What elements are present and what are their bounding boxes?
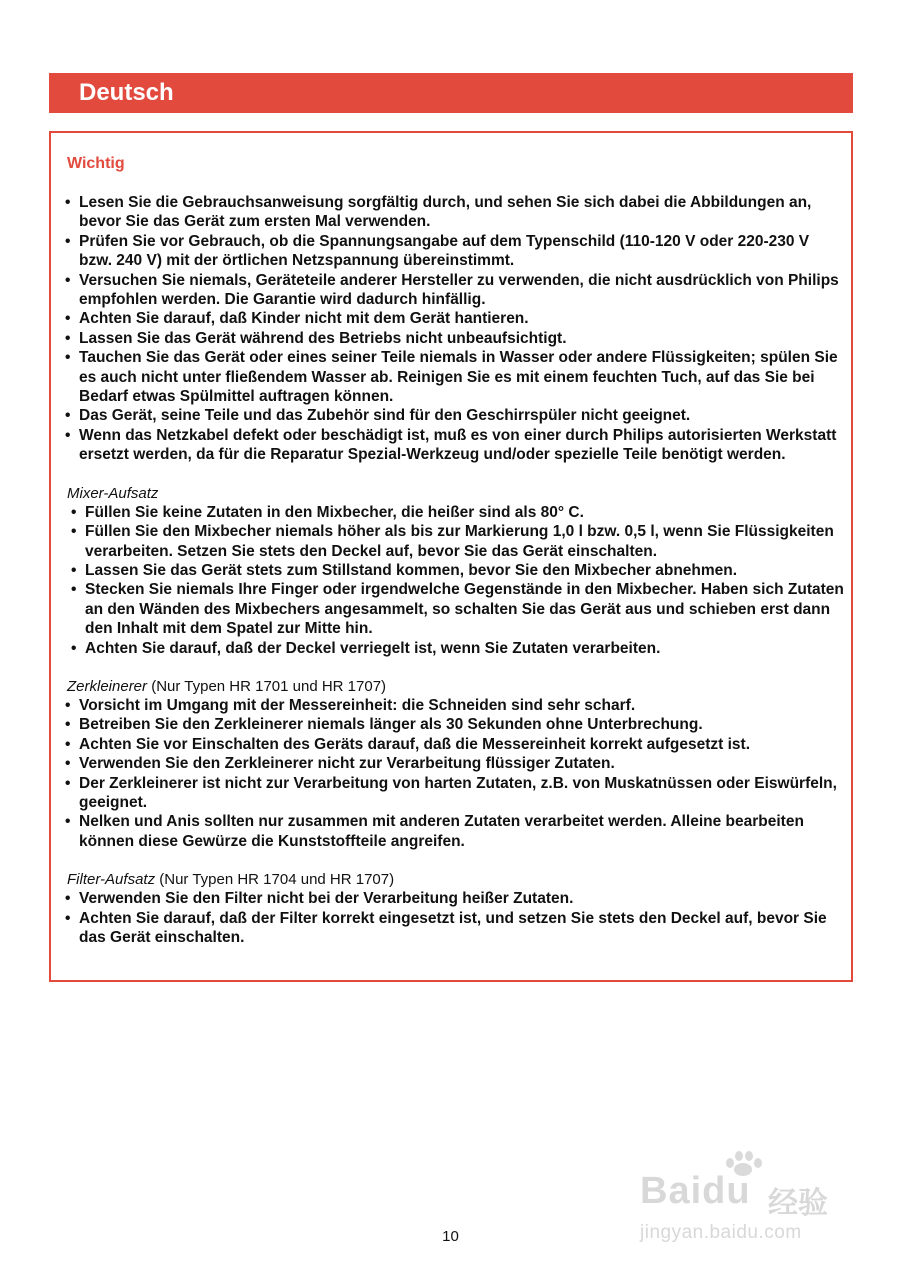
list-item: • Nelken und Anis sollten nur zusammen mit anderen Zutaten verarbeitet werden. Alleine bearbeiten können diese Gewürze die Kunststoffteile angreifen.: [65, 812, 845, 851]
list-item: • Vorsicht im Umgang mit der Messereinheit: die Schneiden sind sehr scharf.: [65, 696, 845, 715]
watermark-url: jingyan.baidu.com: [640, 1222, 802, 1243]
list-item: • Füllen Sie den Mixbecher niemals höher als bis zur Markierung 1,0 l bzw. 0,5 l, wenn Sie Flüssigkeiten verarbeiten. Setzen Sie stets den Deckel auf, bevor Sie das Gerät einschalten.: [71, 522, 845, 561]
list-item: • Achten Sie darauf, daß der Filter korrekt eingesetzt ist, und setzen Sie stets den Deckel auf, bevor Sie das Gerät einschalten.: [65, 909, 845, 948]
language-banner: [49, 73, 853, 113]
list-item: • Der Zerkleinerer ist nicht zur Verarbeitung von harten Zutaten, z.B. von Muskatnüssen oder Eiswürfeln, geeignet.: [65, 774, 845, 813]
list-item: • Tauchen Sie das Gerät oder eines seiner Teile niemals in Wasser oder andere Flüssigkeiten; spülen Sie es auch nicht unter fließendem Wasser ab. Reinigen Sie es mit einem feuchten Tuch, auf das Sie bei Bedarf etwas Spülmittel auftragen können.: [65, 348, 845, 406]
mixer-list: [65, 503, 845, 658]
chopper-section: [65, 677, 845, 851]
filter-section: [65, 870, 845, 947]
baidu-watermark: [640, 1150, 850, 1246]
list-item: • Achten Sie darauf, daß der Deckel verriegelt ist, wenn Sie Zutaten verarbeiten.: [71, 639, 845, 658]
watermark-logo: Baidu: [640, 1170, 751, 1212]
notice-content: [65, 193, 845, 966]
list-item: • Lassen Sie das Gerät während des Betriebs nicht unbeaufsichtigt.: [65, 329, 845, 348]
notice-title: Wichtig: [67, 155, 125, 172]
chopper-heading-text: Zerkleinerer: [67, 677, 148, 695]
list-item: • Füllen Sie keine Zutaten in den Mixbecher, die heißer sind als 80° C.: [71, 503, 845, 522]
list-item: • Lesen Sie die Gebrauchsanweisung sorgfältig durch, und sehen Sie sich dabei die Abbildungen an, bevor Sie das Gerät zum ersten Mal verwenden.: [65, 193, 845, 232]
list-item: • Wenn das Netzkabel defekt oder beschädigt ist, muß es von einer durch Philips autorisierten Werkstatt ersetzt werden, da für die Reparatur Spezial-Werkzeug und/oder spezielle Teile benötigt werden.: [65, 426, 845, 465]
filter-heading-note: (Nur Typen HR 1704 und HR 1707): [155, 871, 395, 889]
list-item: • Versuchen Sie niemals, Geräteteile anderer Hersteller zu verwenden, die nicht ausdrücklich von Philips empfohlen werden. Die Garantie wird dadurch hinfällig.: [65, 271, 845, 310]
general-section: [65, 193, 845, 465]
mixer-section: [65, 484, 845, 658]
list-item: • Das Gerät, seine Teile und das Zubehör sind für den Geschirrspüler nicht geeignet.: [65, 406, 845, 425]
language-title: Deutsch: [79, 79, 174, 106]
general-list: [65, 193, 845, 465]
filter-heading-text: Filter-Aufsatz: [67, 871, 156, 889]
watermark-chinese: 经验: [768, 1187, 828, 1220]
list-item: • Verwenden Sie den Zerkleinerer nicht zur Verarbeitung flüssiger Zutaten.: [65, 754, 845, 773]
list-item: • Achten Sie darauf, daß Kinder nicht mit dem Gerät hantieren.: [65, 309, 845, 328]
list-item: • Stecken Sie niemals Ihre Finger oder irgendwelche Gegenstände in den Mixbecher. Haben sich Zutaten an den Wänden des Mixbechers angesammelt, so schalten Sie das Gerät aus und schieben erst dann den Inhalt mit dem Spatel zur Mitte hin.: [71, 580, 845, 638]
list-item: • Betreiben Sie den Zerkleinerer niemals länger als 30 Sekunden ohne Unterbrechung.: [65, 715, 845, 734]
important-notice-box: [49, 131, 853, 982]
list-item: • Achten Sie vor Einschalten des Geräts darauf, daß die Messereinheit korrekt aufgesetzt ist.: [65, 735, 845, 754]
page-number: 10: [442, 1228, 459, 1245]
list-item: • Prüfen Sie vor Gebrauch, ob die Spannungsangabe auf dem Typenschild (110-120 V oder 220-230 V bzw. 240 V) mit der örtlichen Netzspannung übereinstimmt.: [65, 232, 845, 271]
list-item: • Verwenden Sie den Filter nicht bei der Verarbeitung heißer Zutaten.: [65, 889, 845, 908]
list-item: • Lassen Sie das Gerät stets zum Stillstand kommen, bevor Sie den Mixbecher abnehmen.: [71, 561, 845, 580]
filter-list: [65, 889, 845, 947]
filter-heading: [67, 870, 845, 889]
chopper-heading-note: (Nur Typen HR 1701 und HR 1707): [147, 677, 387, 695]
mixer-heading-text: Mixer-Aufsatz: [67, 484, 159, 502]
chopper-list: [65, 696, 845, 851]
mixer-heading: [67, 484, 845, 503]
chopper-heading: [67, 677, 845, 696]
